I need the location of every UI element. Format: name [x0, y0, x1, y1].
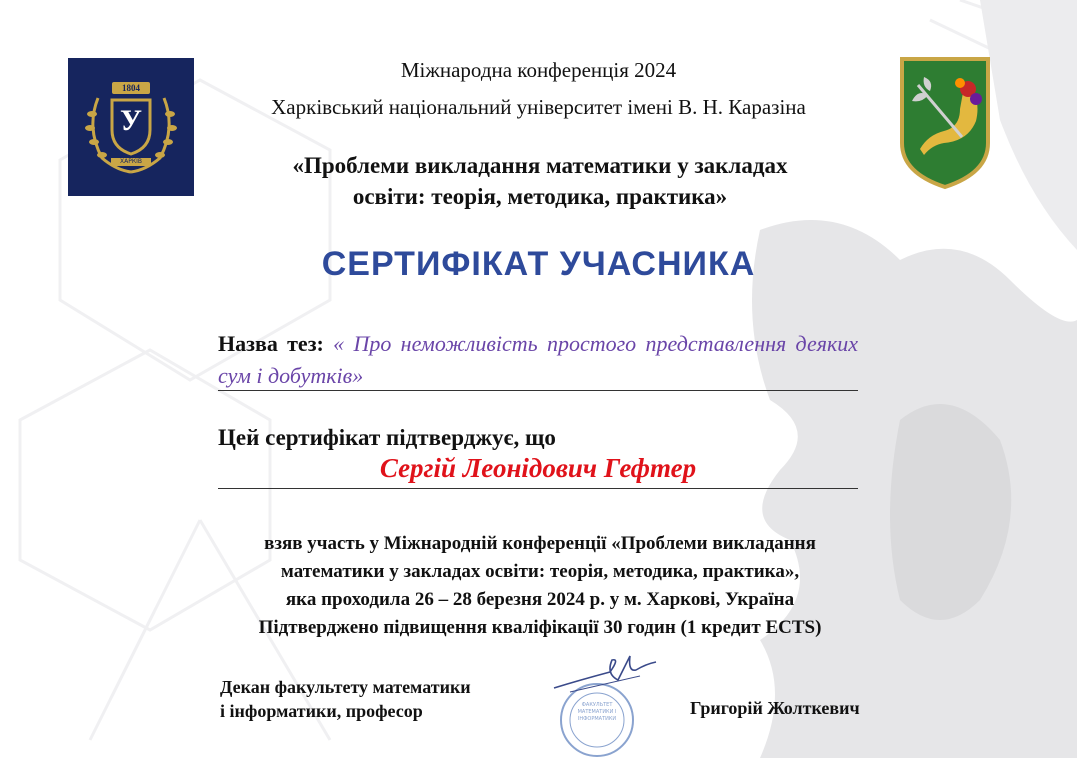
dean-title-line-1: Декан факультету математики: [220, 677, 471, 697]
participant-name: Сергій Леонідович Гефтер: [379, 453, 697, 483]
theses-title: « Про неможливість простого представлення деяких сум і добутків»: [218, 331, 858, 388]
theses-label: Назва тез:: [218, 331, 324, 356]
theses-block: [218, 328, 858, 392]
dean-title-line-2: і інформатики, професор: [220, 701, 423, 721]
conference-title-line-2: освіти: теорія, методика, практика»: [352, 184, 728, 209]
conference-line: Міжнародна конференція 2024: [400, 58, 677, 82]
dean-title: [220, 675, 471, 723]
participation-line-1: взяв участь у Міжнародній конференції «Проблеми викладання: [264, 533, 816, 554]
name-underline: [218, 488, 858, 489]
participation-line-3: яка проходила 26 – 28 березня 2024 р. у м. Харкові, Україна: [285, 589, 795, 610]
stamp-text: ФАКУЛЬТЕТ МАТЕМАТИКИ І ІНФОРМАТИКИ: [577, 702, 617, 722]
conference-title: [240, 150, 840, 212]
logo-letter: У: [119, 104, 143, 137]
participation-text: [190, 530, 890, 642]
theses-underline: [218, 390, 858, 391]
conference-title-line-1: «Проблеми викладання математики у закладах: [292, 153, 788, 178]
certificate-title: СЕРТИФІКАТ УЧАСНИКА: [321, 245, 756, 283]
logo-seal-text: ХАРКІВ: [120, 158, 142, 165]
university-name: Харківський національний університет імені В. Н. Каразіна: [271, 95, 806, 119]
logo-year: 1804: [122, 83, 140, 93]
signer-name: Григорій Жолткевич: [690, 698, 860, 718]
participation-line-2: математики у закладах освіти: теорія, методика, практика»,: [280, 561, 800, 582]
signature-icon: [550, 650, 660, 700]
confirm-text: Цей сертифікат підтверджує, що: [218, 425, 556, 450]
qualification-line: Підтверджено підвищення кваліфікації 30 годин (1 кредит ECTS): [258, 617, 822, 638]
